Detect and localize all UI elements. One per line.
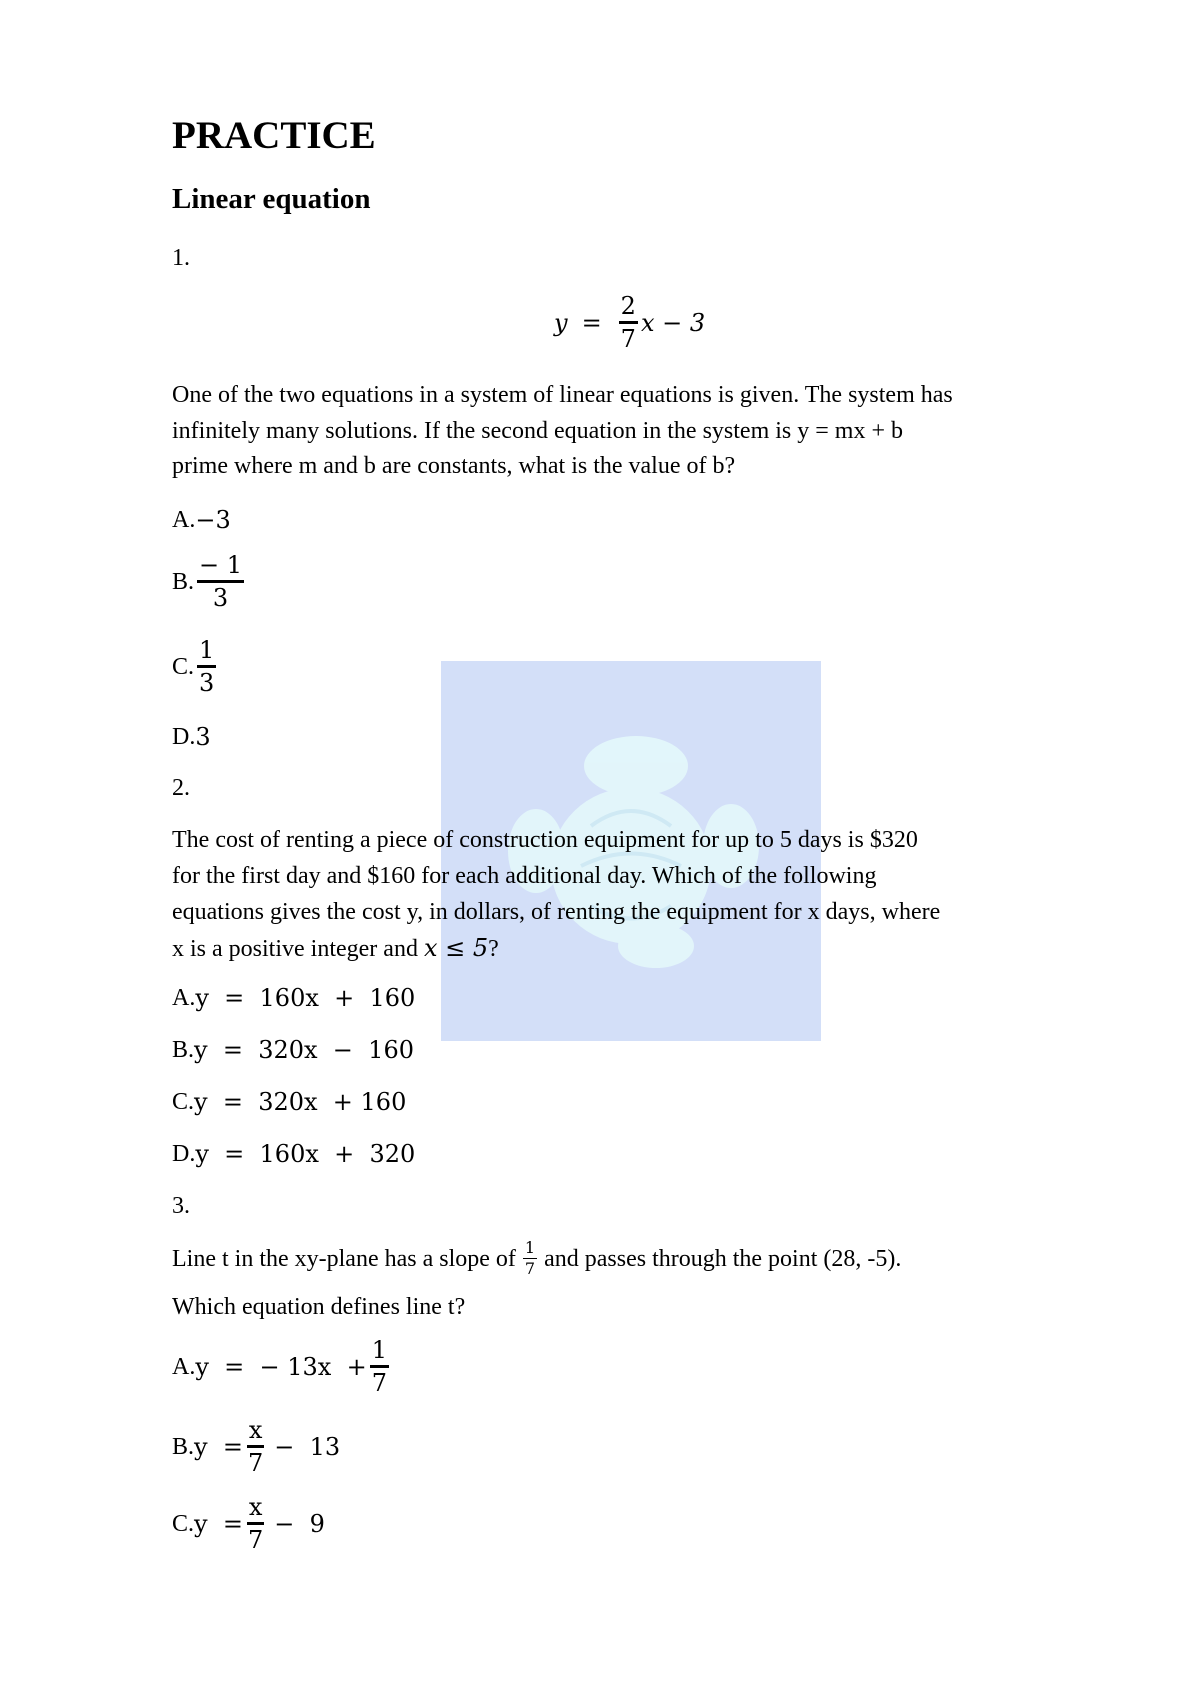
question-3-option-c[interactable] [172,1495,325,1552]
fraction-denominator: 3 [199,669,215,697]
section-title: Linear equation [172,183,371,215]
question-1-text-line-3: prime where m and b are constants, what is the value of b? [172,453,736,479]
line-suffix: and passes through the point (28, -5). [544,1245,902,1272]
question-1-option-a[interactable] [172,502,231,538]
question-1-option-d[interactable] [172,719,211,755]
question-1-option-b[interactable] [172,553,247,610]
fraction-denominator: 3 [212,584,229,612]
question-3-number: 3. [172,1193,190,1219]
option-rest: − 13 [274,1432,341,1461]
fraction-denominator: 7 [620,325,636,353]
option-label: A. [172,985,196,1011]
slope-fraction [523,1240,537,1277]
option-value: y = 160x + 160 [195,984,416,1012]
question-2-option-d[interactable] [172,1136,415,1172]
option-fraction [246,1418,265,1475]
question-2-text-line-4 [172,930,499,967]
question-2-text-line-3: equations gives the cost y, in dollars, of renting the equipment for x days, where [172,899,941,925]
fraction-numerator: 1 [370,1338,389,1368]
fraction-numerator: 1 [524,1238,536,1257]
option-fraction [197,553,244,610]
fraction-numerator: x [247,1495,265,1525]
question-2-option-c[interactable] [172,1084,406,1120]
option-lhs: y = [194,1509,243,1538]
option-label: A. [172,1353,196,1380]
option-label: C. [172,1089,195,1115]
question-1-text-line-2: infinitely many solutions. If the second equation in the system is y = mx + b [172,418,903,444]
eq-fraction [619,294,638,351]
inline-math: x ≤ 5 [423,934,489,962]
option-label: C. [172,653,195,680]
option-value: −3 [195,506,231,534]
page-title: PRACTICE [172,114,376,157]
option-value: 3 [195,723,211,751]
option-value: y = 160x + 320 [195,1140,416,1168]
fraction-numerator: 2 [619,294,638,324]
option-label: B. [172,1433,195,1460]
fraction-denominator: 7 [247,1526,264,1554]
question-3-text-line-2: Which equation defines line t? [172,1294,466,1320]
option-value: y = 320x + 160 [194,1088,407,1116]
option-label: B. [172,568,195,595]
fraction-numerator: 1 [197,638,216,668]
eq-sign: = [581,308,602,337]
question-3-option-b[interactable] [172,1418,340,1475]
question-2-option-b[interactable] [172,1032,414,1068]
option-label: A. [172,507,196,533]
line-prefix: x is a positive integer and [172,936,418,962]
question-1-equation [554,294,705,351]
option-value: y = 320x − 160 [194,1036,414,1064]
line-prefix: Line t in the xy-plane has a slope of [172,1245,516,1272]
question-3-text-line-1 [172,1240,901,1277]
option-label: D. [172,1141,196,1167]
option-fraction [370,1338,389,1395]
option-label: D. [172,724,196,750]
option-rest: − 9 [274,1509,325,1538]
option-lhs: y = [194,1432,243,1461]
line-suffix: ? [488,936,499,962]
fraction-numerator: x [247,1418,265,1448]
question-2-text-line-2: for the first day and $160 for each additional day. Which of the following [172,863,877,889]
option-label: B. [172,1037,195,1063]
fraction-denominator: 7 [371,1369,387,1397]
question-2-number: 2. [172,775,190,801]
eq-lhs: y [554,308,568,337]
option-fraction [197,638,216,695]
option-fraction [246,1495,265,1552]
question-2-text-line-1: The cost of renting a piece of construction equipment for up to 5 days is $320 [172,827,918,853]
fraction-denominator: 7 [247,1449,264,1477]
question-2-option-a[interactable] [172,980,415,1016]
question-1-option-c[interactable] [172,638,219,695]
eq-rest: x − 3 [640,308,706,337]
option-label: C. [172,1510,195,1537]
fraction-numerator: − 1 [197,553,244,583]
fraction-denominator: 7 [524,1259,536,1278]
question-1-number: 1. [172,245,190,271]
option-lhs: y = − 13x + [195,1352,367,1381]
question-1-text-line-1: One of the two equations in a system of linear equations is given. The system has [172,382,953,408]
question-3-option-a[interactable] [172,1338,392,1395]
